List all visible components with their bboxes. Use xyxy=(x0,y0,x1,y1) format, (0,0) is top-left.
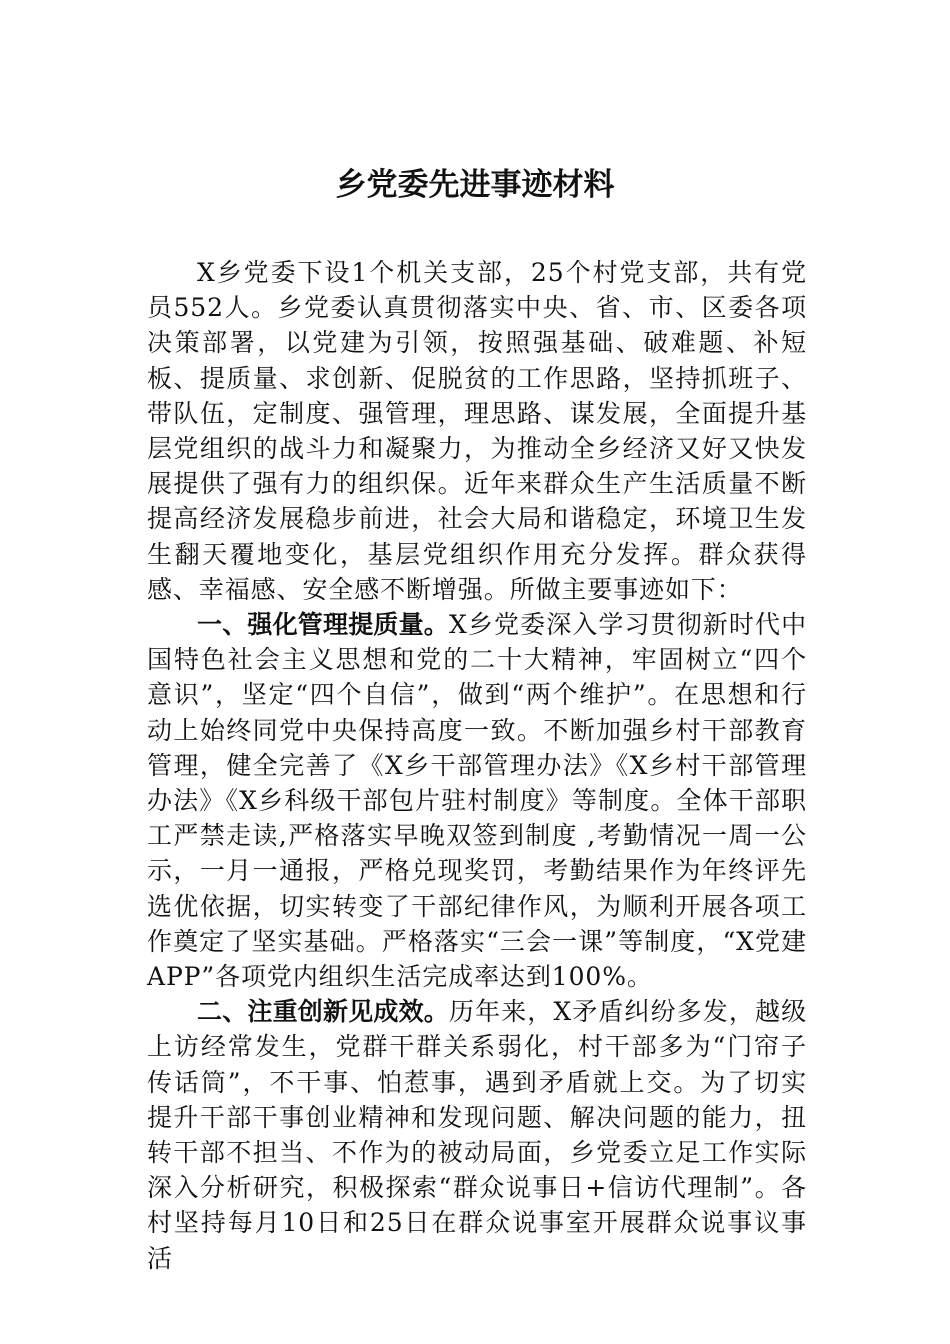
paragraph-section-2 xyxy=(147,994,807,1276)
paragraph-intro xyxy=(147,255,807,607)
section-1-heading: 一、强化管理提质量。 xyxy=(197,610,449,640)
paragraph-intro-text: X乡党委下设1个机关支部，25个村党支部，共有党员552人。乡党委认真贯彻落实中央、省、市、区委各项决策部署，以党建为引领，按照强基础、破难题、补短板、提质量、求创新、促脱贫的工作思路，坚持抓班子、带队伍，定制度、强管理，理思路、谋发展，全面提升基层党组织的战斗力和凝聚力，为推动全乡经济又好又快发展提供了强有力的组织保。近年来群众生产生活质量不断提高经济发展稳步前进，社会大局和谐稳定，环境卫生发生翻天覆地变化，基层党组织作用充分发挥。群众获得感、幸福感、安全感不断增强。所做主要事迹如下： xyxy=(147,258,807,604)
document-title: 乡党委先进事迹材料 xyxy=(335,167,615,203)
paragraph-section-1 xyxy=(147,607,807,994)
section-2-text: 历年来，X矛盾纠纷多发，越级上访经常发生，党群干群关系弱化，村干部多为“门帘子传话筒”，不干事、怕惹事，遇到矛盾就上交。为了切实提升干部干事创业精神和发现问题、解决问题的能力，扭转干部不担当、不作为的被动局面，乡党委立足工作实际深入分析研究，积极探索“群众说事日+信访代理制”。各村坚持每月10日和25日在群众说事室开展群众说事议事活 xyxy=(147,997,807,1273)
section-1-text: X乡党委深入学习贯彻新时代中国特色社会主义思想和党的二十大精神，牢固树立“四个意识”，坚定“四个自信”，做到“两个维护”。在思想和行动上始终同党中央保持高度一致。不断加强乡村干部教育管理，健全完善了《X乡干部管理办法》《X乡村干部管理办法》《X乡科级干部包片驻村制度》等制度。全体干部职工严禁走读,严格落实早晚双签到制度 ,考勤情况一周一公示，一月一通报，严格兑现奖罚，考勤结果作为年终评先选优依据，切实转变了干部纪律作风，为顺利开展各项工作奠定了坚实基础。严格落实“三会一课”等制度，“X党建APP”各项党内组织生活完成率达到100%。 xyxy=(147,610,807,992)
document-body xyxy=(147,255,807,1276)
section-2-heading: 二、注重创新见成效。 xyxy=(197,997,449,1027)
